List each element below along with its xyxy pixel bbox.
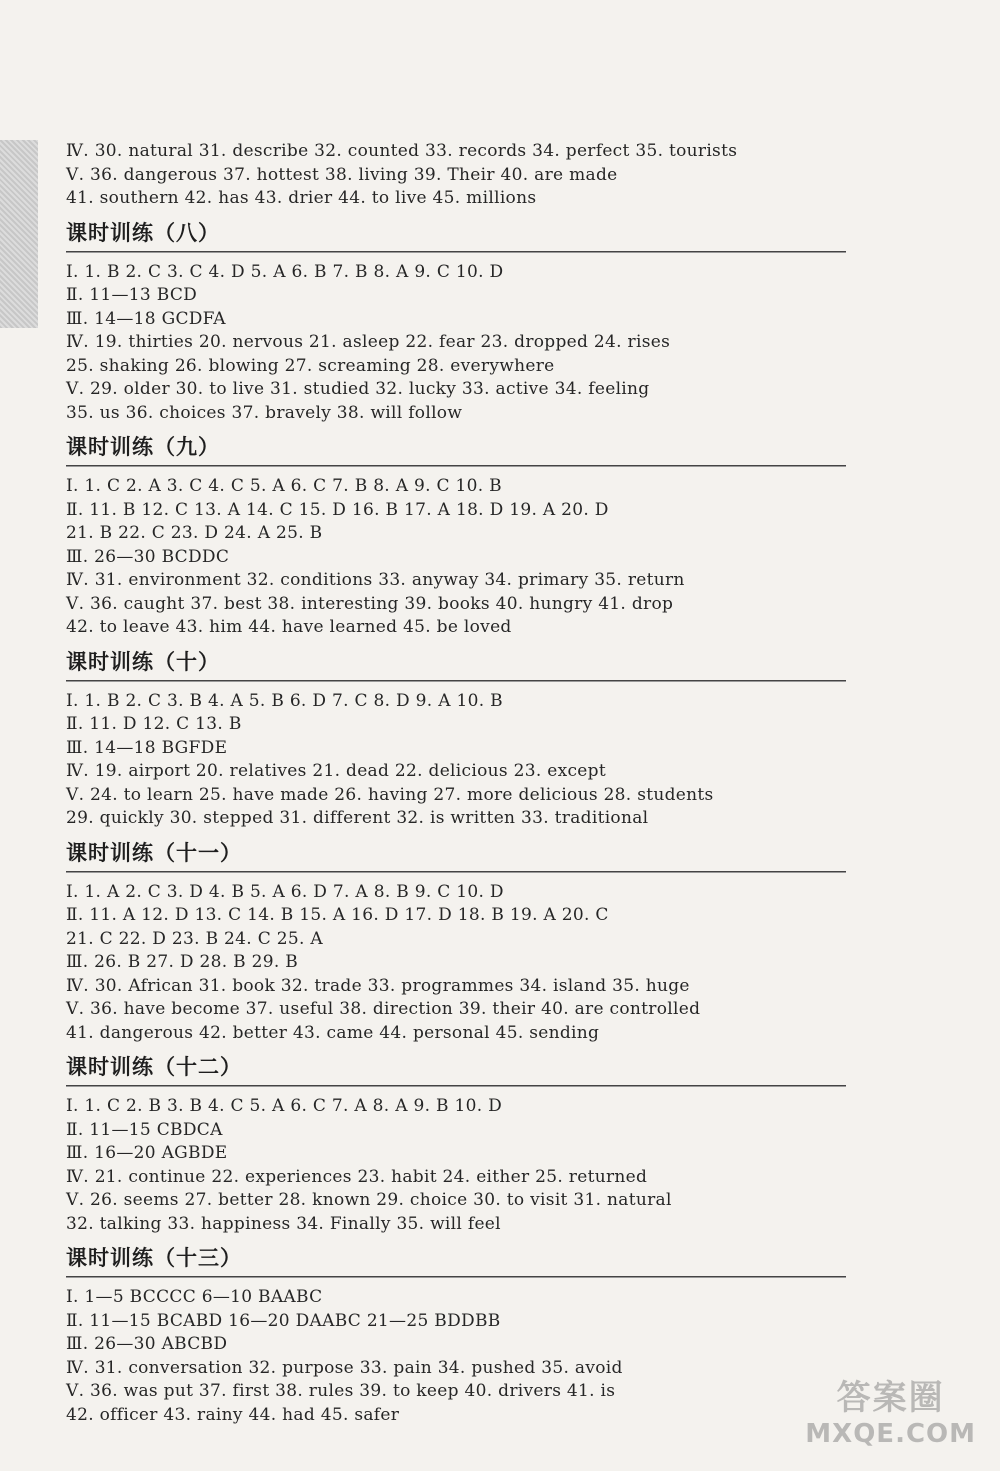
answer-line: Ⅴ. 29. older 30. to live 31. studied 32. lucky 33. active 34. feeling: [66, 379, 650, 399]
section-9: [66, 431, 846, 640]
answer-line: Ⅱ. 11. B 12. C 13. A 14. C 15. D 16. B 17. A 18. D 19. A 20. D: [66, 499, 609, 520]
answer-line: Ⅲ. 26—30 ABCBD: [66, 1334, 228, 1354]
answer-line: Ⅴ. 36. was put 37. first 38. rules 39. to keep 40. drivers 41. is: [66, 1381, 616, 1401]
answer-line: Ⅱ. 11—15 CBDCA: [66, 1119, 223, 1140]
section-13: [66, 1242, 846, 1427]
top-block: [66, 140, 846, 211]
answer-line: Ⅲ. 26. B 27. D 28. B 29. B: [66, 952, 299, 972]
answer-line: Ⅴ. 36. dangerous 37. hottest 38. living 39. Their 40. are made: [66, 164, 618, 185]
answer-line: Ⅲ. 14—18 GCDFA: [66, 308, 226, 329]
section-rule: [66, 1276, 846, 1278]
section-rule: [66, 680, 846, 682]
section-rule: [66, 251, 846, 253]
page-edge-tab: [0, 140, 38, 328]
answer-content: [66, 140, 846, 1427]
section-heading: 课时训练（十一）: [66, 840, 242, 865]
answer-line: Ⅳ. 30. natural 31. describe 32. counted 33. records 34. perfect 35. tourists: [66, 141, 738, 161]
answer-line: 42. officer 43. rainy 44. had 45. safer: [66, 1404, 400, 1425]
answer-line: 41. southern 42. has 43. drier 44. to live 45. millions: [66, 188, 537, 208]
watermark-main-text: 答案圈: [836, 1378, 945, 1418]
answer-line: 35. us 36. choices 37. bravely 38. will follow: [66, 402, 463, 423]
answer-line: Ⅰ. 1. B 2. C 3. C 4. D 5. A 6. B 7. B 8. A 9. C 10. D: [66, 261, 504, 282]
answer-line: 41. dangerous 42. better 43. came 44. personal 45. sending: [66, 1022, 600, 1043]
answer-line: Ⅴ. 24. to learn 25. have made 26. having 27. more delicious 28. students: [66, 784, 714, 805]
answer-line: 32. talking 33. happiness 34. Finally 35. will feel: [66, 1213, 501, 1234]
section-10: [66, 646, 846, 831]
answer-line: Ⅳ. 19. thirties 20. nervous 21. asleep 22. fear 23. dropped 24. rises: [66, 332, 671, 352]
answer-line: 25. shaking 26. blowing 27. screaming 28. everywhere: [66, 355, 555, 376]
section-heading: 课时训练（十二）: [66, 1055, 242, 1079]
answer-line: Ⅱ. 11. D 12. C 13. B: [66, 714, 242, 734]
answer-line: Ⅱ. 11—13 BCD: [66, 285, 198, 305]
section-heading: 课时训练（十）: [66, 649, 220, 674]
answer-line: Ⅴ. 36. have become 37. useful 38. direction 39. their 40. are controlled: [66, 999, 701, 1019]
answer-line: Ⅳ. 31. conversation 32. purpose 33. pain 34. pushed 35. avoid: [66, 1357, 623, 1378]
answer-line: 29. quickly 30. stepped 31. different 32. is written 33. traditional: [66, 808, 649, 828]
answer-line: 42. to leave 43. him 44. have learned 45. be loved: [66, 617, 512, 637]
watermark-url-text: MXQE.COM: [805, 1419, 976, 1449]
answer-line: Ⅰ. 1. A 2. C 3. D 4. B 5. A 6. D 7. A 8. B 9. C 10. D: [66, 881, 504, 902]
answer-line: Ⅰ. 1. B 2. C 3. B 4. A 5. B 6. D 7. C 8. D 9. A 10. B: [66, 690, 503, 711]
answer-line: 21. C 22. D 23. B 24. C 25. A: [66, 928, 323, 949]
answer-line: Ⅰ. 1. C 2. B 3. B 4. C 5. A 6. C 7. A 8. A 9. B 10. D: [66, 1096, 503, 1116]
answer-line: Ⅰ. 1. C 2. A 3. C 4. C 5. A 6. C 7. B 8. A 9. C 10. B: [66, 476, 502, 496]
answer-line: 21. B 22. C 23. D 24. A 25. B: [66, 523, 323, 543]
answer-line: Ⅲ. 16—20 AGBDE: [66, 1143, 228, 1163]
answer-line: Ⅳ. 31. environment 32. conditions 33. anyway 34. primary 35. return: [66, 570, 685, 590]
answer-line: Ⅳ. 19. airport 20. relatives 21. dead 22. delicious 23. except: [66, 761, 606, 781]
answer-line: Ⅲ. 14—18 BGFDE: [66, 737, 228, 758]
section-heading: 课时训练（十三）: [66, 1246, 242, 1270]
section-rule: [66, 871, 846, 873]
answer-line: Ⅰ. 1—5 BCCCC 6—10 BAABC: [66, 1287, 323, 1307]
section-8: [66, 217, 846, 426]
answer-line: Ⅱ. 11. A 12. D 13. C 14. B 15. A 16. D 17. D 18. B 19. A 20. C: [66, 905, 609, 925]
answer-line: Ⅲ. 26—30 BCDDC: [66, 546, 230, 567]
section-heading: 课时训练（九）: [66, 435, 220, 459]
answer-line: Ⅴ. 36. caught 37. best 38. interesting 39. books 40. hungry 41. drop: [66, 593, 674, 614]
section-rule: [66, 465, 846, 467]
answer-line: Ⅴ. 26. seems 27. better 28. known 29. choice 30. to visit 31. natural: [66, 1190, 672, 1210]
watermark-logo: [805, 1370, 976, 1449]
section-11: [66, 837, 846, 1046]
answer-line: Ⅳ. 30. African 31. book 32. trade 33. programmes 34. island 35. huge: [66, 975, 690, 996]
section-12: [66, 1051, 846, 1236]
answer-line: Ⅳ. 21. continue 22. experiences 23. habit 24. either 25. returned: [66, 1166, 648, 1187]
section-rule: [66, 1085, 846, 1087]
answer-line: Ⅱ. 11—15 BCABD 16—20 DAABC 21—25 BDDBB: [66, 1310, 501, 1331]
section-heading: 课时训练（八）: [66, 220, 220, 245]
